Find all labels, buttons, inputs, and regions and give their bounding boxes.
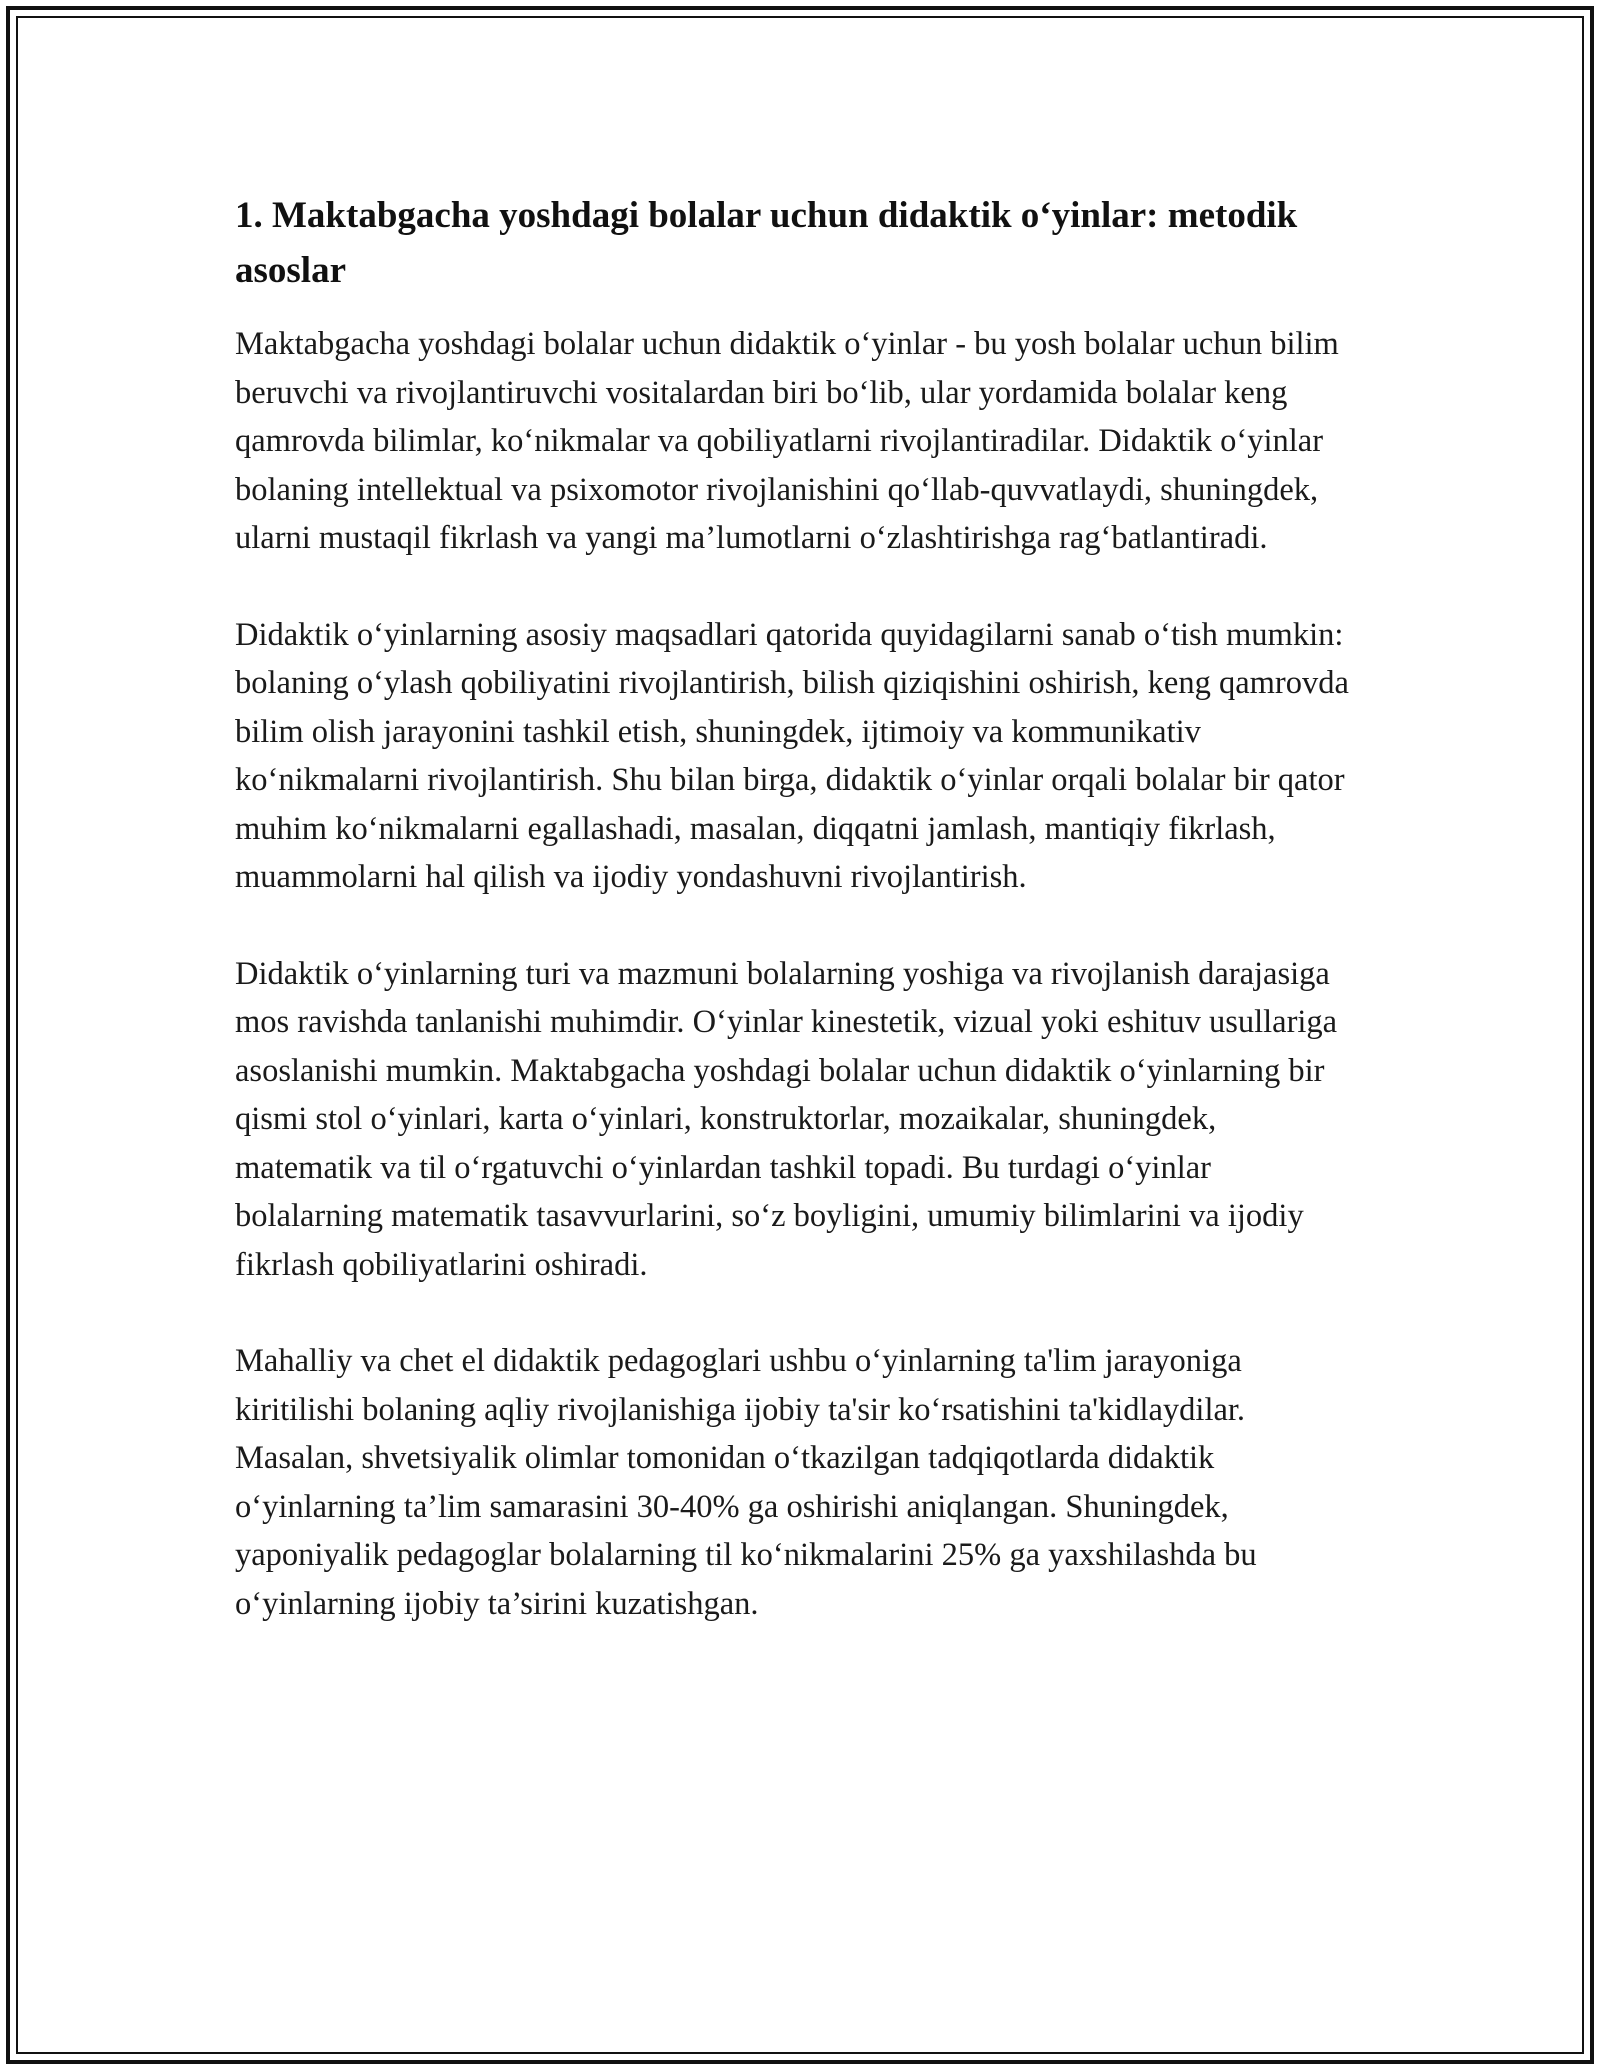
section-heading: 1. Maktabgacha yoshdagi bolalar uchun didaktik o‘yinlar: metodik asoslar	[235, 195, 1298, 291]
paragraph-1: Maktabgacha yoshdagi bolalar uchun didaktik o‘yinlar - bu yosh bolalar uchun bilim beruvchi va rivojlantiruvchi vositalardan biri bo‘lib, ular yordamida bolalar keng qamrovda bilimlar, ko‘nikmalar va qobiliyatlarni rivojlantiradilar. Didaktik o‘yinlar bolaning intellektual va psixomotor rivojlanishini qo‘llab-quvvatlaydi, shuningdek, ularni mustaqil fikrlash va yangi ma’lumotlarni o‘zlashtirishga rag‘batlantiradi.	[235, 326, 1339, 556]
paragraph-4: Mahalliy va chet el didaktik pedagoglari ushbu o‘yinlarning ta'lim jarayoniga kiritilishi bolaning aqliy rivojlanishiga ijobiy ta'sir ko‘rsatishini ta'kidlaydilar. Masalan, shvetsiyalik olimlar tomonidan o‘tkazilgan tadqiqotlarda didaktik o‘yinlarning ta’lim samarasini 30-40% ga oshirishi aniqlangan. Shuningdek, yaponiyalik pedagoglar bolalarning til ko‘nikmalarini 25% ga yaxshilashda bu o‘yinlarning ijobiy ta’sirini kuzatishgan.	[235, 1343, 1257, 1622]
paragraph-2: Didaktik o‘yinlarning asosiy maqsadlari qatorida quyidagilarni sanab o‘tish mumkin: bolaning o‘ylash qobiliyatini rivojlantirish, bilish qiziqishini oshirish, keng qamrovda bilim olish jarayonini tashkil etish, shuningdek, ijtimoiy va kommunikativ ko‘nikmalarni rivojlantirish. Shu bilan birga, didaktik o‘yinlar orqali bolalar bir qator muhim ko‘nikmalarni egallashadi, masalan, diqqatni jamlash, mantiqiy fikrlash, muammolarni hal qilish va ijodiy yondashuvni rivojlantirish.	[235, 616, 1349, 895]
paragraph-3: Didaktik o‘yinlarning turi va mazmuni bolalarning yoshiga va rivojlanish darajasiga mos ravishda tanlanishi muhimdir. O‘yinlar kinestetik, vizual yoki eshituv usullariga asoslanishi mumkin. Maktabgacha yoshdagi bolalar uchun didaktik o‘yinlarning bir qismi stol o‘yinlari, karta o‘yinlari, konstruktorlar, mozaikalar, shuningdek, matematik va til o‘rgatuvchi o‘yinlardan tashkil topadi. Bu turdagi o‘yinlar bolalarning matematik tasavvurlarini, so‘z boyligini, umumiy bilimlarini va ijodiy fikrlash qobiliyatlarini oshiradi.	[235, 955, 1338, 1283]
document-body	[235, 188, 1355, 1676]
